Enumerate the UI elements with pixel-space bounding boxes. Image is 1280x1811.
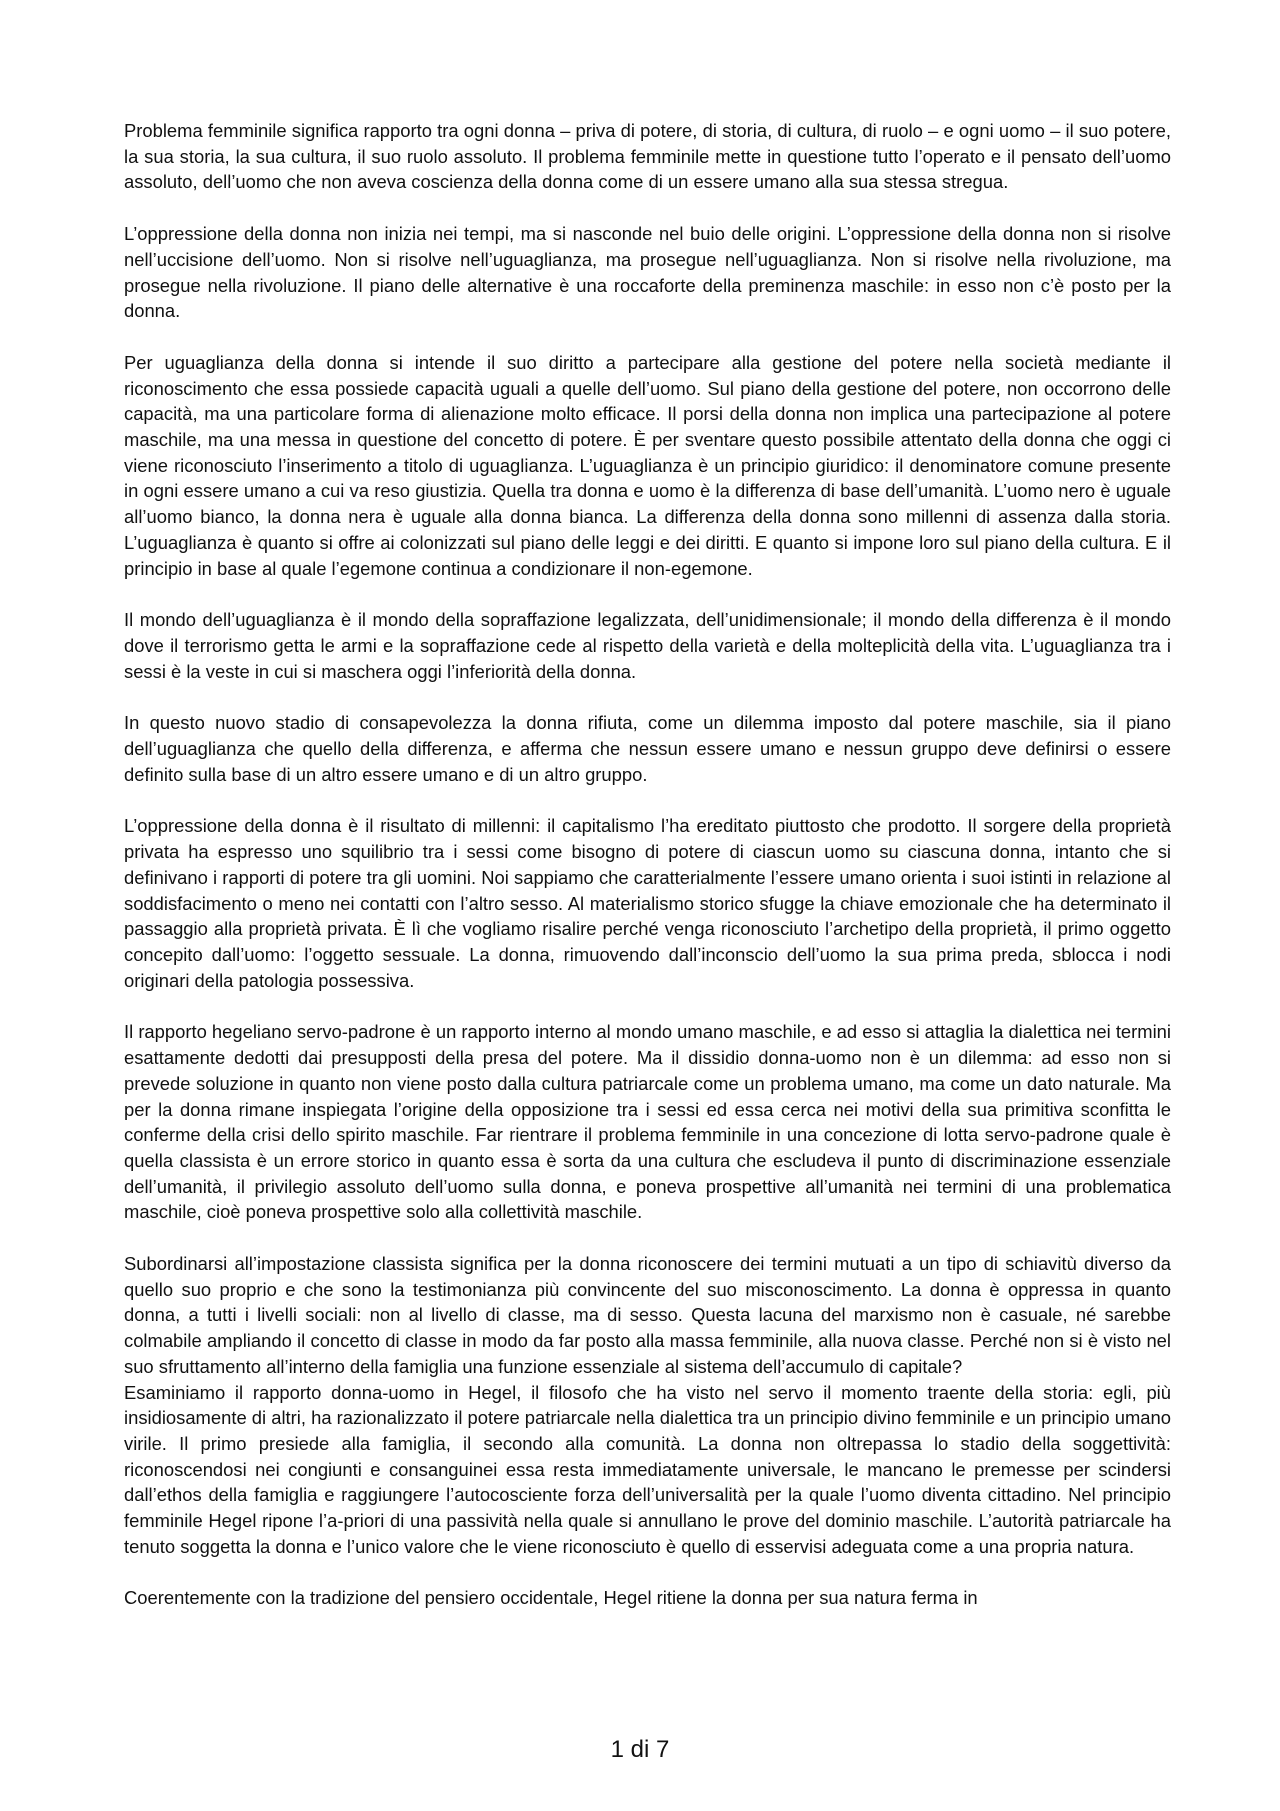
paragraph-3: Per uguaglianza della donna si intende il suo diritto a partecipare alla gestione del potere nella società mediante il riconoscimento che essa possiede capacità uguali a quelle dell’uomo. Sul piano della gestione del potere, non occorrono delle capacità, ma una particolare forma di alienazione molto efficace. Il porsi della donna non implica una partecipazione al potere maschile, ma una messa in questione del concetto di potere. È per sventare questo possibile attentato della donna che oggi ci viene riconosciuto l’inserimento a titolo di uguaglianza. L’uguaglianza è un principio giuridico: il denominatore comune presente in ogni essere umano a cui va reso giustizia. Quella tra donna e uomo è la differenza di base dell’umanità. L’uomo nero è uguale all’uomo bianco, la donna nera è uguale alla donna bianca. La differenza della donna sono millenni di assenza dalla storia. L’uguaglianza è quanto si offre ai colonizzati sul piano delle leggi e dei diritti. E quanto si impone loro sul piano della cultura. E il principio in base al quale l’egemone continua a condizionare il non-egemone. xyxy=(124,351,1171,579)
paragraph-4: Il mondo dell’uguaglianza è il mondo della sopraffazione legalizzata, dell’unidimensionale; il mondo della differenza è il mondo dove il terrorismo getta le armi e la sopraffazione cede al rispetto della varietà e della molteplicità della vita. L’uguaglianza tra i sessi è la veste in cui si maschera oggi l’inferiorità della donna. xyxy=(124,609,1171,682)
page-number: 1 di 7 xyxy=(610,1736,670,1763)
paragraph-10: Coerentemente con la tradizione del pensiero occidentale, Hegel ritiene la donna per sua natura ferma in xyxy=(124,1587,978,1609)
paragraph-5: In questo nuovo stadio di consapevolezza la donna rifiuta, come un dilemma imposto dal potere maschile, sia il piano dell’uguaglianza che quello della differenza, e afferma che nessun essere umano e nessun gruppo deve definirsi o essere definito sulla base di un altro essere umano e di un altro gruppo. xyxy=(124,712,1171,785)
paragraph-7: Il rapporto hegeliano servo-padrone è un rapporto interno al mondo umano maschile, e ad esso si attaglia la dialettica nei termini esattamente dedotti dai presupposti della presa del potere. Ma il dissidio donna-uomo non è un dilemma: ad esso non si prevede soluzione in quanto non viene posto dalla cultura patriarcale come un problema umano, ma come un dato naturale. Ma per la donna rimane inspiegata l’origine della opposizione tra i sessi ed essa cerca nei motivi della sua primitiva sconfitta le conferme della crisi dello spirito maschile. Far rientrare il problema femminile in una concezione di lotta servo-padrone quale è quella classista è un errore storico in quanto essa è sorta da una cultura che escludeva il punto di discriminazione essenziale dell’umanità, il privilegio assoluto dell’uomo sulla donna, e poneva prospettive all’umanità nei termini di una problematica maschile, cioè poneva prospettive solo alla collettività maschile. xyxy=(124,1021,1171,1223)
paragraph-1: Problema femminile significa rapporto tra ogni donna – priva di potere, di storia, di cultura, di ruolo – e ogni uomo – il suo potere, la sua storia, la sua cultura, il suo ruolo assoluto. Il problema femminile mette in questione tutto l’operato e il pensato dell’uomo assoluto, dell’uomo che non aveva coscienza della donna come di un essere umano alla sua stessa stregua. xyxy=(124,120,1171,193)
paragraph-2: L’oppressione della donna non inizia nei tempi, ma si nasconde nel buio delle origini. L’oppressione della donna non si risolve nell’uccisione dell’uomo. Non si risolve nell’uguaglianza, ma prosegue nell’uguaglianza. Non si risolve nella rivoluzione, ma prosegue nella rivoluzione. Il piano delle alternative è una roccaforte della preminenza maschile: in esso non c’è posto per la donna. xyxy=(124,223,1171,322)
paragraph-6: L’oppressione della donna è il risultato di millenni: il capitalismo l’ha ereditato piuttosto che prodotto. Il sorgere della proprietà privata ha espresso uno squilibrio tra i sessi come bisogno di potere di ciascun uomo su ciascuna donna, intanto che si definivano i rapporti di potere tra gli uomini. Noi sappiamo che caratterialmente l’essere umano orienta i suoi istinti in relazione al soddisfacimento o meno nei contatti con l’altro sesso. Al materialismo storico sfugge la chiave emozionale che ha determinato il passaggio alla proprietà privata. È lì che vogliamo risalire perché venga riconosciuto l’archetipo della proprietà, il primo oggetto concepito dall’uomo: l’oggetto sessuale. La donna, rimuovendo dall’inconscio dell’uomo la sua prima preda, sblocca i nodi originari della patologia possessiva. xyxy=(124,815,1171,991)
paragraph-9: Esaminiamo il rapporto donna-uomo in Hegel, il filosofo che ha visto nel servo il momento traente della storia: egli, più insidiosamente di altri, ha razionalizzato il potere patriarcale nella dialettica tra un principio divino femminile e un principio umano virile. Il primo presiede alla famiglia, il secondo alla comunità. La donna non oltrepassa lo stadio della soggettività: riconoscendosi nei congiunti e consanguinei essa resta immediatamente universale, le mancano le premesse per scindersi dall’ethos della famiglia e raggiungere l’autocosciente forza dell’universalità per la quale l’uomo diventa cittadino. Nel principio femminile Hegel ripone l’a-priori di una passività nella quale si annullano le prove del dominio maschile. L’autorità patriarcale ha tenuto soggetta la donna e l’unico valore che le viene riconosciuto è quello di esservisi adeguata come a una propria natura. xyxy=(124,1381,1171,1557)
document-page xyxy=(124,118,1171,1637)
paragraph-8: Subordinarsi all’impostazione classista significa per la donna riconoscere dei termini mutuati a un tipo di schiavitù diverso da quello suo proprio e che sono la testimonianza più convincente del suo misconoscimento. La donna è oppressa in quanto donna, a tutti i livelli sociali: non al livello di classe, ma di sesso. Questa lacuna del marxismo non è casuale, né sarebbe colmabile ampliando il concetto di classe in modo da far posto alla massa femminile, alla nuova classe. Perché non si è visto nel suo sfruttamento all’interno della famiglia una funzione essenziale al sistema dell’accumulo di capitale? xyxy=(124,1253,1171,1377)
